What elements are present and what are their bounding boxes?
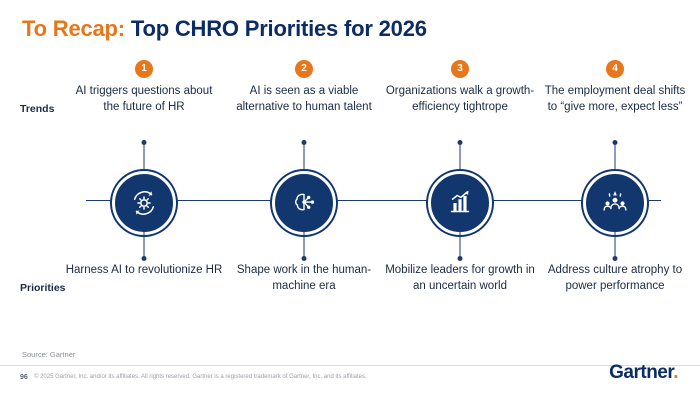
copyright-notice: © 2025 Gartner, Inc. and/or its affiliates. All rights reserved. Gartner is a registered trademark of Gartner, Inc. and its affiliates. (34, 374, 367, 380)
page-number: 96 (20, 374, 28, 381)
trend-text-4: The employment deal shifts to “give more, expect less” (544, 85, 686, 113)
gartner-logo (609, 362, 678, 384)
icon-circle-1 (112, 171, 176, 235)
step-badge-1: 1 (135, 60, 153, 78)
connector-stub-top-4 (615, 143, 616, 171)
source-note: Source: Gartner (22, 350, 76, 359)
connector-stub-bottom-2 (304, 230, 305, 258)
connector-dot-bottom-4 (613, 256, 618, 261)
ai-brain-network-icon (289, 188, 319, 218)
connector-dot-bottom-1 (142, 256, 147, 261)
footer-divider (0, 365, 700, 366)
icon-circle-3 (428, 171, 492, 235)
trend-text-3: Organizations walk a growth-efficiency tightrope (385, 85, 535, 113)
growth-chart-arrow-icon (445, 188, 475, 218)
icon-circle-2 (272, 171, 336, 235)
page-title-main: Top CHRO Priorities for 2026 (130, 16, 427, 41)
priority-column-3 (385, 0, 535, 400)
people-group-icon (600, 188, 630, 218)
gartner-logo-text: Gartner (609, 362, 674, 383)
step-badge-3: 3 (451, 60, 469, 78)
priority-text-2: Shape work in the human-machine era (236, 264, 372, 292)
priority-column-2 (229, 0, 379, 400)
priority-column-1 (65, 0, 223, 400)
priority-column-4 (540, 0, 690, 400)
ai-gear-refresh-icon (129, 188, 159, 218)
connector-stub-top-3 (460, 143, 461, 171)
row-label-priorities: Priorities (20, 282, 66, 294)
row-label-trends: Trends (20, 103, 55, 115)
step-badge-2: 2 (295, 60, 313, 78)
page-title-accent: To Recap: (22, 16, 125, 41)
step-badge-4: 4 (606, 60, 624, 78)
connector-dot-bottom-2 (302, 256, 307, 261)
connector-stub-bottom-3 (460, 230, 461, 258)
connector-dot-bottom-3 (458, 256, 463, 261)
connector-stub-bottom-4 (615, 230, 616, 258)
priority-text-1: Harness AI to revolutionize HR (65, 264, 223, 276)
connector-stub-bottom-1 (144, 230, 145, 258)
icon-circle-4 (583, 171, 647, 235)
priority-text-3: Mobilize leaders for growth in an uncertain world (385, 264, 535, 292)
trend-text-2: AI is seen as a viable alternative to human talent (236, 85, 372, 113)
priority-text-4: Address culture atrophy to power performance (547, 264, 683, 292)
connector-stub-top-2 (304, 143, 305, 171)
trend-text-1: AI triggers questions about the future of HR (75, 85, 213, 113)
connector-stub-top-1 (144, 143, 145, 171)
gartner-logo-mark: . (673, 362, 678, 383)
